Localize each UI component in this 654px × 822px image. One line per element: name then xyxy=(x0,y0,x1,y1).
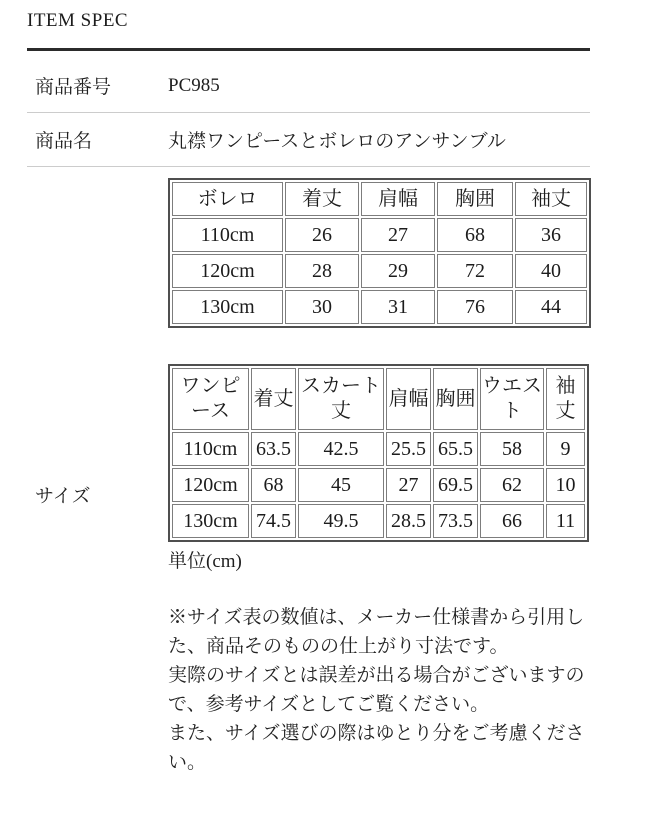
table-cell: 65.5 xyxy=(433,432,478,466)
table-cell: 42.5 xyxy=(298,432,384,466)
table-cell: 26 xyxy=(285,218,359,252)
table-cell: 30 xyxy=(285,290,359,324)
table-cell: 25.5 xyxy=(386,432,431,466)
table-cell: 110cm xyxy=(172,218,283,252)
column-header-cell: ウエスト xyxy=(480,368,544,430)
item-number-value: PC985 xyxy=(168,74,220,96)
table-row xyxy=(172,432,585,466)
table-cell: 68 xyxy=(437,218,513,252)
table-cell: 44 xyxy=(515,290,587,324)
header-row xyxy=(172,368,585,430)
table-cell: 36 xyxy=(515,218,587,252)
item-name-label: 商品名 xyxy=(35,131,93,152)
table-cell: 40 xyxy=(515,254,587,288)
size-note-line: また、サイズ選びの際はゆとり分をご考慮ください。 xyxy=(168,723,585,773)
title-divider xyxy=(27,48,590,51)
table-row xyxy=(172,290,587,324)
table-row xyxy=(172,504,585,538)
table-cell: 58 xyxy=(480,432,544,466)
header-row xyxy=(172,182,587,216)
column-header-cell: 袖丈 xyxy=(546,368,585,430)
table-cell: 49.5 xyxy=(298,504,384,538)
table-cell: 120cm xyxy=(172,468,249,502)
column-header-cell: 袖丈 xyxy=(515,182,587,216)
column-header-cell: 肩幅 xyxy=(386,368,431,430)
table-cell: 130cm xyxy=(172,290,283,324)
item-name-value: 丸襟ワンピースとボレロのアンサンブル xyxy=(168,131,506,152)
table-cell: 9 xyxy=(546,432,585,466)
table-cell: 27 xyxy=(386,468,431,502)
table-cell: 29 xyxy=(361,254,435,288)
table-row xyxy=(172,254,587,288)
bolero-size-table xyxy=(168,178,591,328)
column-header-cell: 肩幅 xyxy=(361,182,435,216)
table-cell: 10 xyxy=(546,468,585,502)
table-cell: 130cm xyxy=(172,504,249,538)
unit-note: 単位(cm) xyxy=(168,551,242,572)
table-cell: 73.5 xyxy=(433,504,478,538)
table-cell: 28 xyxy=(285,254,359,288)
table-cell: 76 xyxy=(437,290,513,324)
table-cell: 28.5 xyxy=(386,504,431,538)
column-header-cell: 着丈 xyxy=(251,368,296,430)
page-title: ITEM SPEC xyxy=(27,10,129,31)
table-cell: 66 xyxy=(480,504,544,538)
spec-row-item-number xyxy=(27,59,590,113)
size-content xyxy=(166,167,592,822)
size-notes xyxy=(168,603,592,777)
table-cell: 72 xyxy=(437,254,513,288)
table-cell: 11 xyxy=(546,504,585,538)
table-cell: 31 xyxy=(361,290,435,324)
table-cell: 68 xyxy=(251,468,296,502)
table-cell: 27 xyxy=(361,218,435,252)
item-number-label: 商品番号 xyxy=(35,77,112,98)
table-cell: 69.5 xyxy=(433,468,478,502)
column-header-cell: スカート丈 xyxy=(298,368,384,430)
column-header-cell: 胸囲 xyxy=(433,368,478,430)
onepiece-size-table xyxy=(168,364,589,542)
spec-row-item-name xyxy=(27,113,590,167)
table-cell: 74.5 xyxy=(251,504,296,538)
size-note-line: ※サイズ表の数値は、メーカー仕様書から引用した、商品そのものの仕上がり寸法です。 xyxy=(168,607,585,657)
table-row xyxy=(172,468,585,502)
table-cell: 62 xyxy=(480,468,544,502)
size-note-line: 実際のサイズとは誤差が出る場合がございますので、参考サイズとしてご覧ください。 xyxy=(168,665,585,715)
table-cell: 63.5 xyxy=(251,432,296,466)
table-row xyxy=(172,218,587,252)
table-cell: 120cm xyxy=(172,254,283,288)
table-cell: 45 xyxy=(298,468,384,502)
size-label: サイズ xyxy=(35,486,91,507)
column-header-cell: ワンピース xyxy=(172,368,249,430)
spec-row-size xyxy=(27,167,590,822)
table-cell: 110cm xyxy=(172,432,249,466)
column-header-cell: ボレロ xyxy=(172,182,283,216)
column-header-cell: 胸囲 xyxy=(437,182,513,216)
column-header-cell: 着丈 xyxy=(285,182,359,216)
